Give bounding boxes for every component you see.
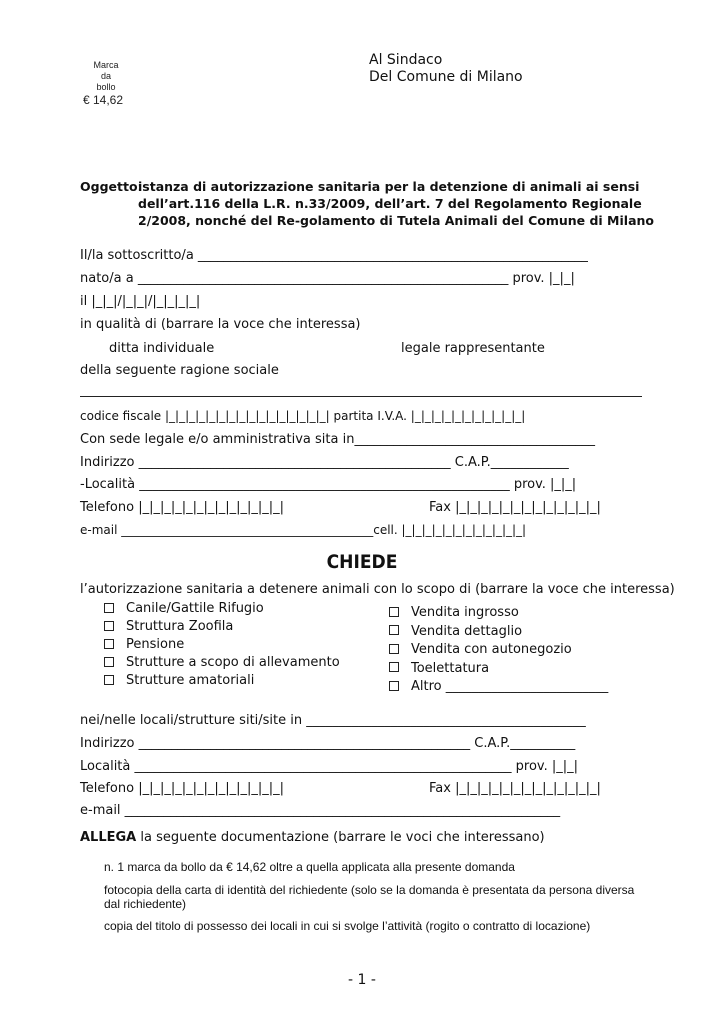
attachment-item[interactable]: n. 1 marca da bollo da € 14,62 oltre a quella applicata alla presente domanda [104,860,515,874]
purpose-list-left [104,600,340,690]
option-ditta-individuale[interactable]: ditta individuale [109,341,215,356]
addressee-line-1: Al Sindaco [369,52,443,68]
field-codice-fiscale-piva[interactable]: codice fiscale |_|_|_|_|_|_|_|_|_|_|_|_|_|_|_|_| partita I.V.A. |_|_|_|_|_|_|_|_|_|_|_| [80,409,526,423]
field-locali-fax[interactable]: Fax |_|_|_|_|_|_|_|_|_|_|_|_|_| [429,781,601,796]
purpose-option[interactable]: Vendita dettaglio [389,623,608,642]
ragione-sociale-label: della seguente ragione sociale [80,363,279,378]
checkbox-icon[interactable] [104,639,114,649]
attachments-heading-rest: la seguente documentazione (barrare le voci che interessano) [136,830,545,845]
checkbox-icon[interactable] [389,607,399,617]
field-nato[interactable]: nato/a a _________________________________________________________ prov. |_|_| [80,271,575,286]
checkbox-icon[interactable] [389,625,399,635]
attachments-heading-bold: ALLEGA [80,830,137,845]
subject-label: Oggetto: [80,179,143,194]
purpose-list-right [389,604,608,697]
ragione-sociale-line[interactable] [80,396,642,397]
section-title-chiede: CHIEDE [326,551,398,573]
checkbox-icon[interactable] [389,681,399,691]
stamp-line-1: Marca [93,60,119,70]
purpose-intro: l’autorizzazione sanitaria a detenere animali con lo scopo di (barrare la voce che interessa) [80,582,675,597]
field-locali-telefono[interactable]: Telefono |_|_|_|_|_|_|_|_|_|_|_|_|_| [80,781,285,796]
option-legale-rappresentante[interactable]: legale rappresentante [401,341,545,356]
page-number: - 1 - [348,972,376,988]
purpose-option[interactable]: Altro _________________________ [389,678,608,697]
purpose-option[interactable]: Struttura Zoofila [104,618,340,636]
field-locali-indirizzo[interactable]: Indirizzo ___________________________________________________ C.A.P.__________ [80,736,576,751]
purpose-option[interactable]: Pensione [104,636,340,654]
purpose-option[interactable]: Toelettatura [389,660,608,679]
field-locali-email[interactable]: e-mail ___________________________________________________________________ [80,803,561,818]
stamp-price: € 14,62 [82,93,124,107]
purpose-option[interactable]: Vendita ingrosso [389,604,608,623]
stamp-line-3: bollo [96,82,116,92]
checkbox-icon[interactable] [389,644,399,654]
field-locali[interactable]: nei/nelle locali/strutture siti/site in ___________________________________________ [80,713,586,728]
field-fax[interactable]: Fax |_|_|_|_|_|_|_|_|_|_|_|_|_| [429,500,601,515]
attachments-heading [80,830,545,845]
purpose-option[interactable]: Strutture amatoriali [104,672,340,690]
checkbox-icon[interactable] [389,662,399,672]
attachment-item[interactable]: copia del titolo di possesso dei locali in cui si svolge l’attività (rogito o contratto di locazione) [104,919,591,933]
subject-block [80,178,670,229]
qualita-label: in qualità di (barrare la voce che interessa) [80,317,361,332]
checkbox-icon[interactable] [104,675,114,685]
purpose-option[interactable]: Canile/Gattile Rifugio [104,600,340,618]
field-sottoscritto[interactable]: Il/la sottoscritto/a ____________________________________________________________ [80,248,588,263]
field-sede[interactable]: Con sede legale e/o amministrativa sita in_____________________________________ [80,432,595,447]
addressee-line-2: Del Comune di Milano [369,69,523,85]
subject-text: istanza di autorizzazione sanitaria per la detenzione di animali ai sensi dell’art.116 della L.R. n.33/2009, dell’art. 7 del Regolamento Regionale 2/2008, nonché del Re-golamento di Tutela Animali del Comune di Milano [138,179,654,228]
field-email-cell[interactable]: e-mail __________________________________________cell. |_|_|_|_|_|_|_|_|_|_|_|_| [80,523,527,537]
field-locali-localita[interactable]: Località __________________________________________________________ prov. |_|_| [80,759,578,774]
checkbox-icon[interactable] [104,657,114,667]
attachment-item[interactable]: fotocopia della carta di identità del richiedente (solo se la domanda è presentata da persona diversa dal richiedente) [104,883,635,911]
purpose-option[interactable]: Strutture a scopo di allevamento [104,654,340,672]
field-indirizzo[interactable]: Indirizzo ________________________________________________ C.A.P.____________ [80,455,569,470]
field-localita[interactable]: -Località _________________________________________________________ prov. |_|_| [80,477,577,492]
revenue-stamp-area [82,60,126,107]
purpose-option[interactable]: Vendita con autonegozio [389,641,608,660]
field-data-nascita[interactable]: il |_|_|/|_|_|/|_|_|_|_| [80,294,201,309]
stamp-line-2: da [100,71,111,81]
addressee [369,52,523,86]
checkbox-icon[interactable] [104,603,114,613]
field-telefono[interactable]: Telefono |_|_|_|_|_|_|_|_|_|_|_|_|_| [80,500,285,515]
checkbox-icon[interactable] [104,621,114,631]
